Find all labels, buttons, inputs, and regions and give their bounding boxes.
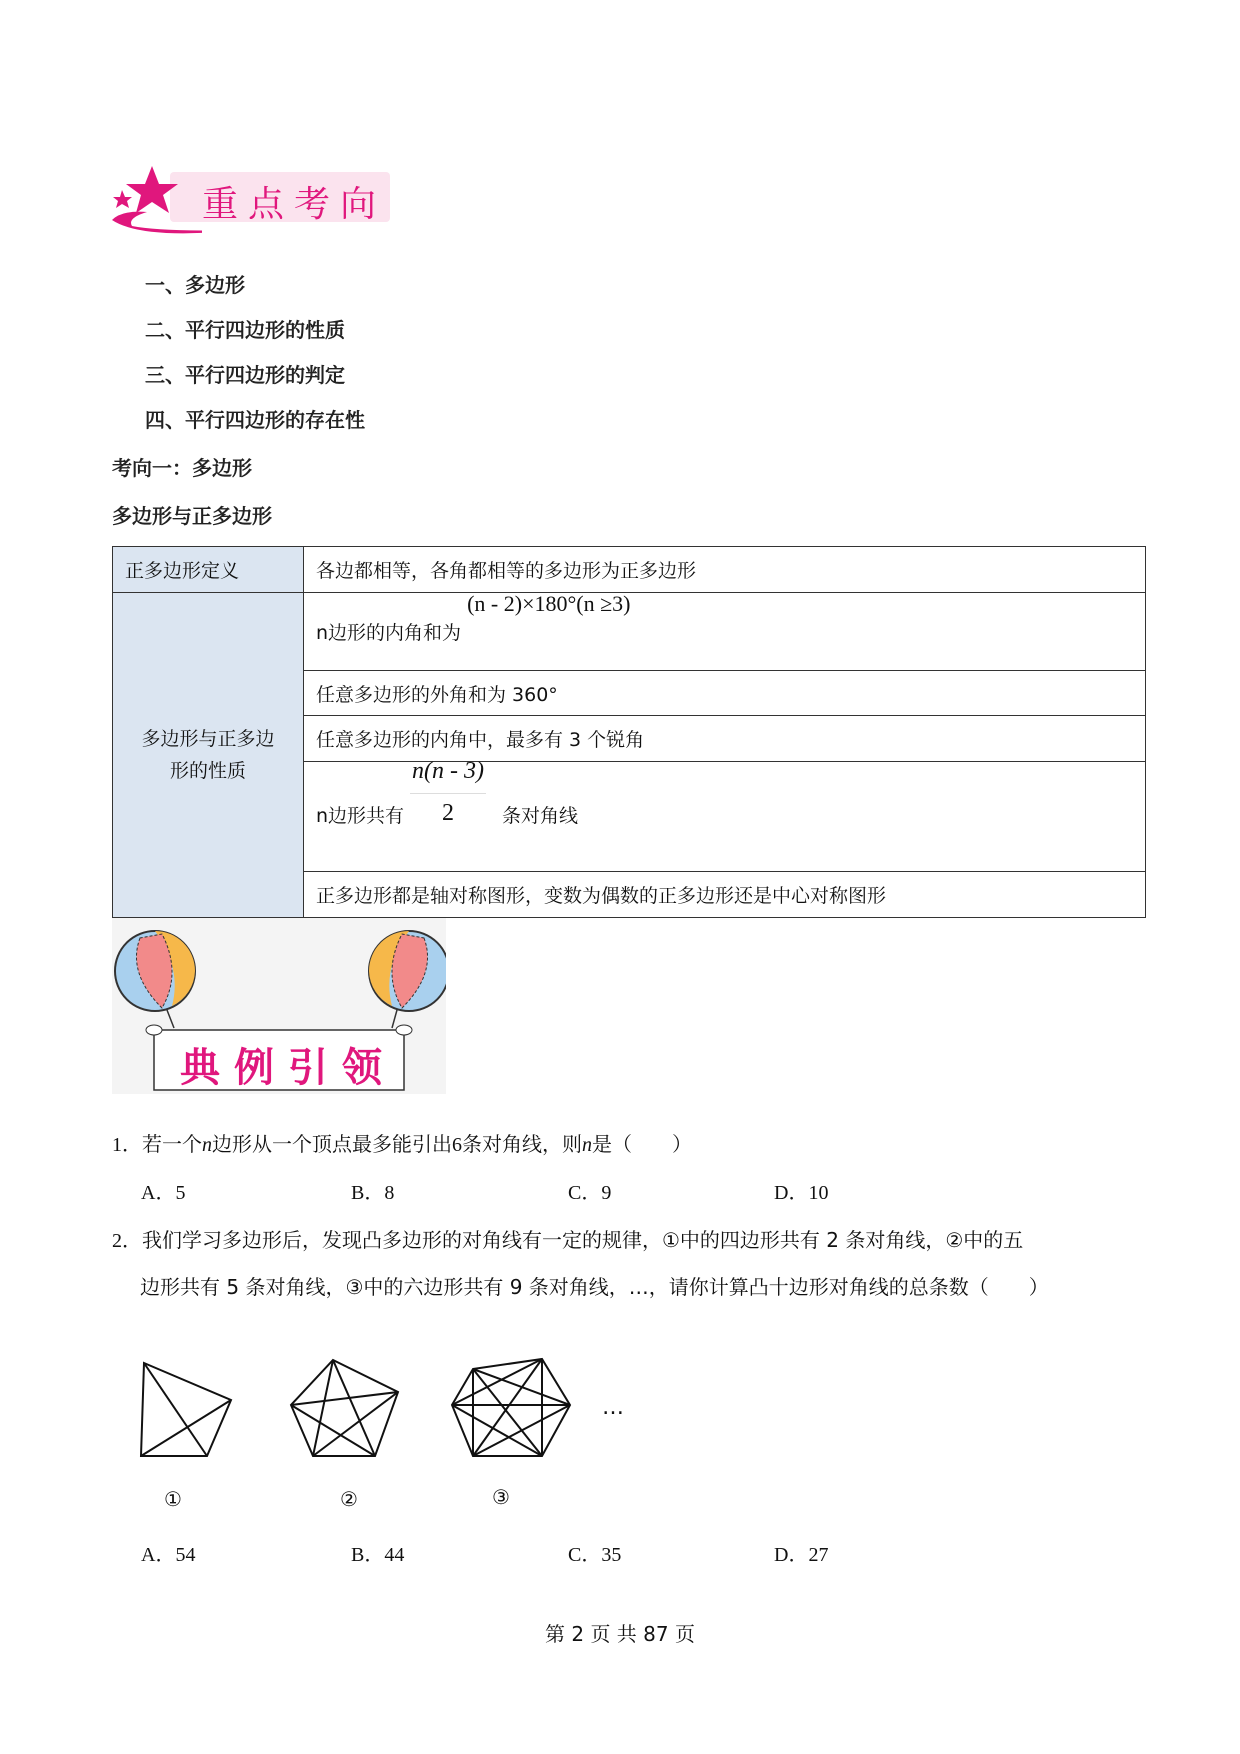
option-d[interactable]: D．10 bbox=[774, 1182, 829, 1204]
ellipsis: … bbox=[602, 1395, 624, 1420]
option-a[interactable]: A．54 bbox=[141, 1544, 196, 1566]
table-row bbox=[113, 593, 1146, 671]
table-content-cell: 任意多边形的外角和为 360° bbox=[304, 671, 1146, 716]
figure-label-2: ② bbox=[340, 1487, 358, 1511]
property-text: n边形共有 bbox=[316, 805, 405, 827]
question-text: 边形从一个顶点最多能引出 bbox=[212, 1132, 452, 1156]
outline-item: 三、平行四边形的判定 bbox=[145, 363, 345, 387]
property-text: 条对角线 bbox=[502, 805, 579, 827]
option-b[interactable]: B．8 bbox=[351, 1182, 395, 1204]
question-2 bbox=[112, 1224, 1152, 1300]
star-swoosh-icon bbox=[102, 160, 202, 240]
question-text: 若一个 bbox=[142, 1132, 202, 1156]
table-content-cell bbox=[304, 758, 1146, 872]
table-content-cell: 任意多边形的内角中，最多有 3 个锐角 bbox=[304, 716, 1146, 762]
figure-label-3: ③ bbox=[492, 1485, 510, 1509]
polygon-diagrams bbox=[130, 1355, 650, 1515]
example-banner bbox=[112, 918, 446, 1094]
variable-n: n bbox=[582, 1134, 592, 1156]
option-b[interactable]: B．44 bbox=[351, 1544, 405, 1566]
table-group-label-cell bbox=[113, 593, 304, 918]
question-number-value: 6 bbox=[452, 1134, 462, 1156]
question-text: 我们学习多边形后，发现凸多边形的对角线有一定的规律，①中的四边形共有 2 条对角线，②中的五 bbox=[142, 1228, 1024, 1252]
table-content-cell bbox=[304, 593, 1146, 671]
option-c[interactable]: C．9 bbox=[568, 1182, 612, 1204]
interior-angle-formula: (n - 2)×180°(n ≥3) bbox=[467, 591, 631, 616]
question-number: 2． bbox=[112, 1230, 142, 1252]
option-d[interactable]: D．27 bbox=[774, 1544, 829, 1566]
outline-item: 二、平行四边形的性质 bbox=[145, 318, 345, 342]
figure-label-1: ① bbox=[164, 1487, 182, 1511]
outline-item: 一、多边形 bbox=[145, 273, 245, 297]
diagonal-count-fraction bbox=[410, 758, 486, 827]
table-content-cell: 正多边形都是轴对称图形，变数为偶数的正多边形还是中心对称图形 bbox=[304, 872, 1146, 918]
sub-heading: 多边形与正多边形 bbox=[112, 504, 272, 528]
section-heading: 考向一：多边形 bbox=[112, 456, 252, 480]
section-banner bbox=[110, 160, 390, 240]
group-label-line: 多边形与正多边 bbox=[141, 728, 275, 750]
example-banner-title: 典例引领 bbox=[180, 1044, 396, 1091]
option-a[interactable]: A．5 bbox=[141, 1182, 186, 1204]
table-row bbox=[113, 547, 1146, 593]
property-text: n边形的内角和为 bbox=[316, 622, 462, 644]
question-text: 条对角线，则 bbox=[462, 1132, 582, 1156]
outline-item: 四、平行四边形的存在性 bbox=[145, 408, 365, 432]
question-1 bbox=[112, 1128, 692, 1157]
outline-list bbox=[145, 272, 365, 452]
fraction-numerator: n(n - 3) bbox=[410, 758, 486, 794]
page-footer: 第 2 页 共 87 页 bbox=[545, 1622, 695, 1646]
polygon-properties-table bbox=[112, 546, 1146, 918]
question-number: 1． bbox=[112, 1134, 142, 1156]
variable-n: n bbox=[202, 1134, 212, 1156]
answer-blank: 是（ ） bbox=[592, 1132, 692, 1156]
table-label-cell: 正多边形定义 bbox=[113, 547, 304, 593]
polygon-diagonals-figure bbox=[130, 1355, 650, 1515]
table-content-cell: 各边都相等，各角都相等的多边形为正多边形 bbox=[304, 547, 1146, 593]
group-label-line: 形的性质 bbox=[169, 760, 246, 782]
fraction-denominator: 2 bbox=[442, 800, 455, 826]
question-text: 边形共有 5 条对角线，③中的六边形共有 9 条对角线，…，请你计算凸十边形对角线的总条数（ ） bbox=[140, 1275, 1049, 1299]
banner-title: 重点考向 bbox=[202, 184, 387, 225]
option-c[interactable]: C．35 bbox=[568, 1544, 622, 1566]
